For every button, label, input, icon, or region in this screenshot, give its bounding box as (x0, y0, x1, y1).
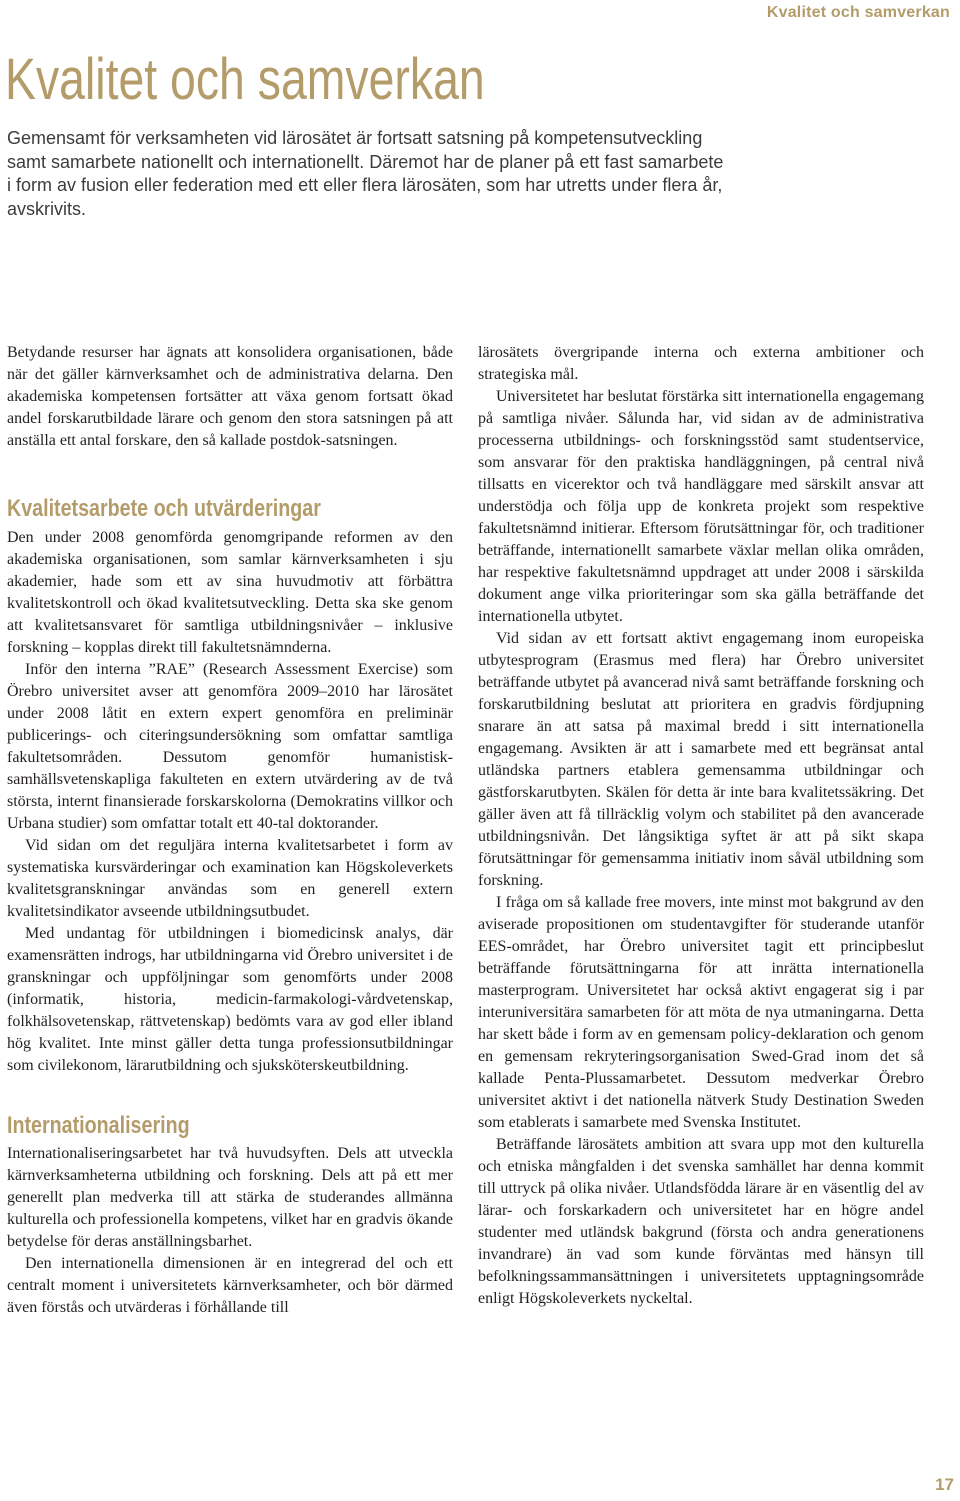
right-paragraph-2: Universitetet har beslutat förstärka sitt internationella engagemang på samtliga nivåer. Sålunda har, vid sidan av de administrativa processerna utbildnings- och forskningsstöd samt studentservice, som ansvarar för den praktiska handläggningen, på central nivå tillsatts en vicerektor och två handläggare med särskilt ansvar att understödja och följa upp de konkreta projekt som respektive fakultetsnämnd initierar. Eftersom förutsättningar för, och traditioner beträffande, internationellt samarbete växlar mellan olika områden, har respektive fakultetsnämnd uppdraget att under 2008 i särskilda dokument ange vilka prioriteringar som ska gälla beträffande det internationella utbytet. (478, 388, 924, 625)
quality-paragraph-3: Vid sidan om det reguljära interna kvalitetsarbetet i form av systematiska kursvärderingar och examination kan Högskoleverkets kvalitetsgranskningar användas som en generell extern kvalitetsindikator avseende utbildningsutbudet. (7, 837, 453, 920)
intl-paragraph-1: Internationaliseringsarbetet har två huvudsyften. Dels att utveckla kärnverksamheterna utbildning och forskning. Dels att på ett mer generellt plan medverka till att stärka de studerandes allmänna kulturella och professionella kompetens, vilket har en gradvis ökande betydelse för deras anställningsbarhet. (7, 1145, 453, 1250)
lead-paragraph: Gemensamt för verksamheten vid lärosätet är fortsatt satsning på kompetensutveckling samt samarbete nationellt och internationellt. Däremot har de planer på ett fast samarbete i form av fusion eller federation med ett eller flera lärosäten, som har utretts under flera år, avskrivits. (7, 128, 724, 219)
right-paragraph-3: Vid sidan av ett fortsatt aktivt engagemang inom europeiska utbytesprogram (Erasmus med flera) har Örebro universitet beträffande utbytet på avancerad nivå samt beträffande forskning och forskarutbildning beslutat att prioritera en gradvis fördjupning snarare än att satsa på maximal bredd i sitt internationella engagemang. Avsikten är att i samarbete med ett begränsat antal utländska partners etablera gemensamma utbildningar och gästforskarutbyten. Skälen för detta är inte bara kvalitetssäkring. Det gäller även att få tillräcklig volym och stabilitet på den avancerade utbildningsnivån. Det långsiktiga syftet är att på sikt skapa förutsättningar för gemensamma initiativ inom såväl utbildning som forskning. (478, 630, 924, 889)
right-paragraph-1: lärosätets övergripande interna och externa ambitioner och strategiska mål. (478, 344, 924, 383)
section-heading-internationalisering: Internationalisering (7, 1112, 190, 1139)
left-column (7, 342, 453, 1319)
intl-paragraph-2: Den internationella dimensionen är en integrerad del och ett centralt moment i universitetets kärnverksamheter, och bör därmed även förstås och utvärderas i förhållande till (7, 1255, 453, 1316)
quality-paragraph-2: Inför den interna ”RAE” (Research Assessment Exercise) som Örebro universitet avser att genomföra 2009–2010 har lärosätet under 2008 låtit en extern expert genomföra en preliminär publicerings- och citeringsundersökning som omfattar samtliga fakultetsområden. Dessutom genomför humanistisk-samhällsvetenskapliga fakulteten en extern utvärdering av de två största, internt finansierade forskarskolorna (Demokratins villkor och Urbana studier) som omfattar totalt ett 40-tal doktorander. (7, 661, 453, 832)
right-column (478, 342, 924, 1310)
right-paragraph-4: I fråga om så kallade free movers, inte minst mot bakgrund av den aviserade propositionen om studentavgifter för studerande utanför EES-området, har Örebro universitet tagit ett principbeslut beträffande förutsättningarna för att inrätta internationella masterprogram. Universitetet har också aktivt engagerat sig i par interuniversitära samarbeten för att möta de nya utmaningarna. Detta har skett både i form av en gemensam policy-deklaration och genom en gemensam rekryteringsorganisation Swed-Grad inom det så kallade Penta-Plussamarbetet. Dessutom medverkar Örebro universitet aktivt i det nationella nätverk Study Destination Sweden som etablerats i samarbete med Svenska Institutet. (478, 894, 924, 1131)
quality-paragraph-4: Med undantag för utbildningen i biomedicinsk analys, där examensrätten indrogs, har utbildningarna vid Örebro universitet i de granskningar och uppföljningar som genomförts under 2008 (informatik, historia, medicin-farmakologi-vårdvetenskap, folkhälsovetenskap, rättvetenskap) bedömts vara av god eller ibland hög kvalitet. Inte minst gäller detta tunga professionsutbildningar som civilekonom, lärarutbildning och sjuksköterskeutbildning. (7, 925, 453, 1074)
section-heading-quality: Kvalitetsarbete och utvärderingar (7, 495, 321, 522)
intro-paragraph: Betydande resurser har ägnats att konsolidera organisationen, både när det gäller kärnverksamhet och de administrativa delarna. Den akademiska kompetensen fortsätter att växa genom fortsatt ökad andel forskarutbildade lärare och genom den stora satsningen på att anställa ett antal forskare, den så kallade postdok-satsningen. (7, 344, 453, 449)
page-number: 17 (935, 1475, 954, 1494)
page-title: Kvalitet och samverkan (5, 47, 485, 112)
right-paragraph-5: Beträffande lärosätets ambition att svara upp mot den kulturella och etniska mångfalden i det svenska samhället har denna kommit till uttryck på olika nivåer. Utlandsfödda lärare är en väsentlig del av lärar- och forskarkadern och universitetet har en högre andel studenter med utländsk bakgrund (första och andra generationens invandrare) än vad som kunde förväntas med hänsyn till befolkningssammansättningen i universitetets upptagningsområde enligt Högskoleverkets nyckeltal. (478, 1136, 924, 1307)
quality-paragraph-1: Den under 2008 genomförda genomgripande reformen av den akademiska organisationen, som samlar kärnverksamheten i sju akademier, hade som ett av sina huvudmotiv att förbättra kvalitetskontroll och ökad kvalitetsutveckling. Detta ska ske genom att kvalitetsansvaret för samtliga utbildningsnivåer – inklusive forskning – kopplas direkt till fakultetsnämnderna. (7, 529, 453, 656)
running-head: Kvalitet och samverkan (766, 4, 950, 21)
